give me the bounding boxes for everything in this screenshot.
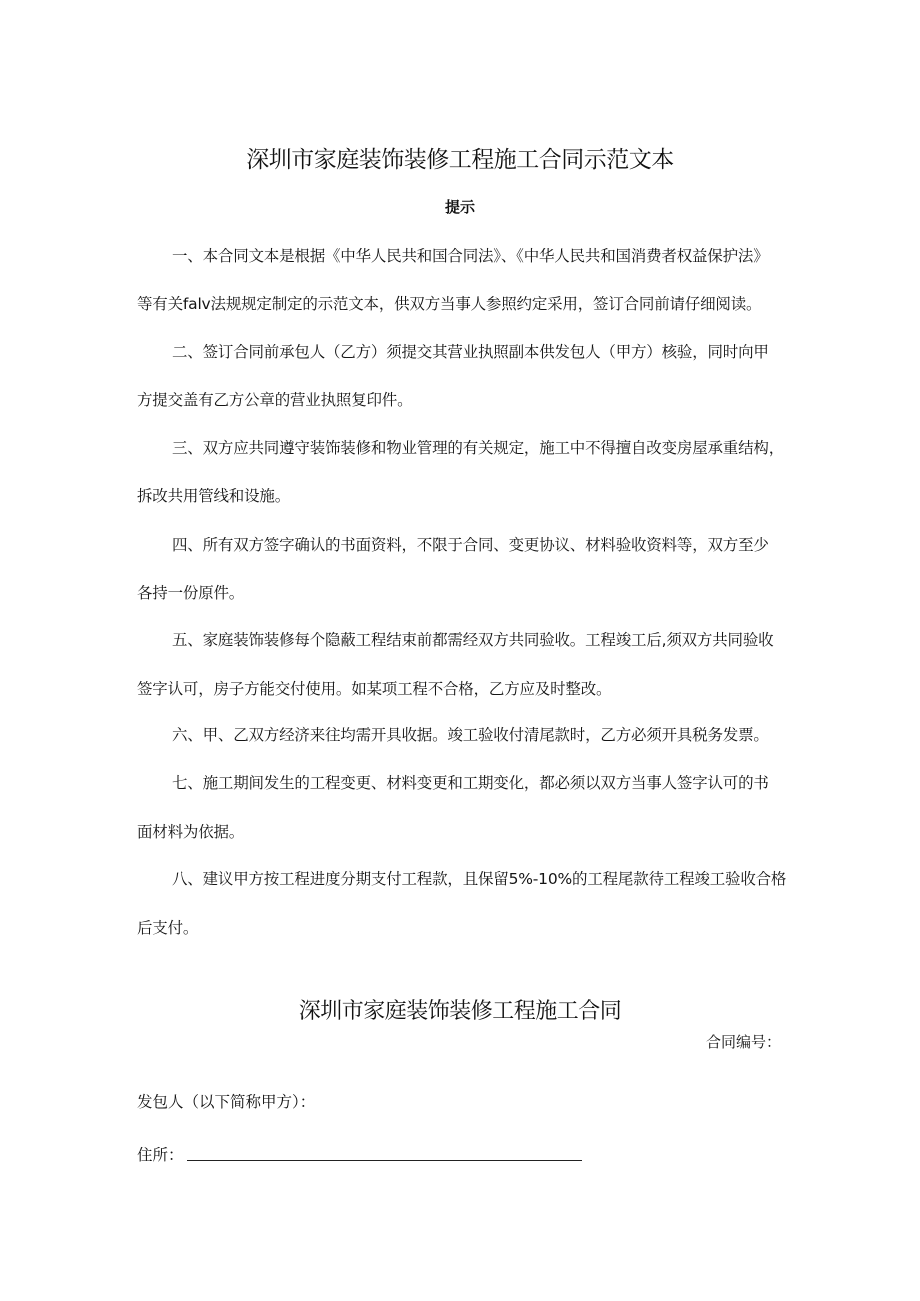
notice-line: 后支付。 <box>137 919 199 937</box>
contract-number-label: 合同编号： <box>706 1033 782 1051</box>
notice-line: 五、家庭装饰装修每个隐蔽工程结束前都需经双方共同验收。工程竣工后,须双方共同验收 <box>172 631 774 649</box>
party-a-label: 发包人（以下简称甲方）： <box>137 1093 316 1111</box>
notice-line: 六、甲、乙双方经济来往均需开具收据。竣工验收付清尾款时，乙方必须开具税务发票。 <box>172 726 769 744</box>
notice-line: 七、施工期间发生的工程变更、材料变更和工期变化，都必须以双方当事人签字认可的书 <box>172 774 769 792</box>
notice-heading: 提示 <box>444 198 475 216</box>
contract-title: 深圳市家庭装饰装修工程施工合同 <box>298 999 622 1024</box>
address-label: 住所： <box>137 1146 184 1164</box>
notice-line: 签字认可，房子方能交付使用。如某项工程不合格，乙方应及时整改。 <box>137 680 612 698</box>
notice-line: 面材料为依据。 <box>137 823 245 841</box>
address-blank-line <box>187 1160 582 1161</box>
document-title: 深圳市家庭装饰装修工程施工合同示范文本 <box>246 147 674 173</box>
notice-line: 各持一份原件。 <box>137 584 245 602</box>
notice-line: 等有关falv法规规定制定的示范文本，供双方当事人参照约定采用，签订合同前请仔细阅读。 <box>137 295 762 313</box>
notice-line: 八、建议甲方按工程进度分期支付工程款，且保留5%-10%的工程尾款待工程竣工验收合格 <box>172 870 787 888</box>
notice-line: 一、本合同文本是根据《中华人民共和国合同法》、《中华人民共和国消费者权益保护法》 <box>172 247 769 265</box>
notice-line: 三、双方应共同遵守装饰装修和物业管理的有关规定，施工中不得擅自改变房屋承重结构， <box>172 439 785 457</box>
notice-line: 拆改共用管线和设施。 <box>137 487 291 505</box>
notice-line: 四、所有双方签字确认的书面资料，不限于合同、变更协议、材料验收资料等，双方至少 <box>172 536 769 554</box>
notice-line: 二、签订合同前承包人（乙方）须提交其营业执照副本供发包人（甲方）核验，同时向甲 <box>172 343 769 361</box>
notice-line: 方提交盖有乙方公章的营业执照复印件。 <box>137 391 413 409</box>
